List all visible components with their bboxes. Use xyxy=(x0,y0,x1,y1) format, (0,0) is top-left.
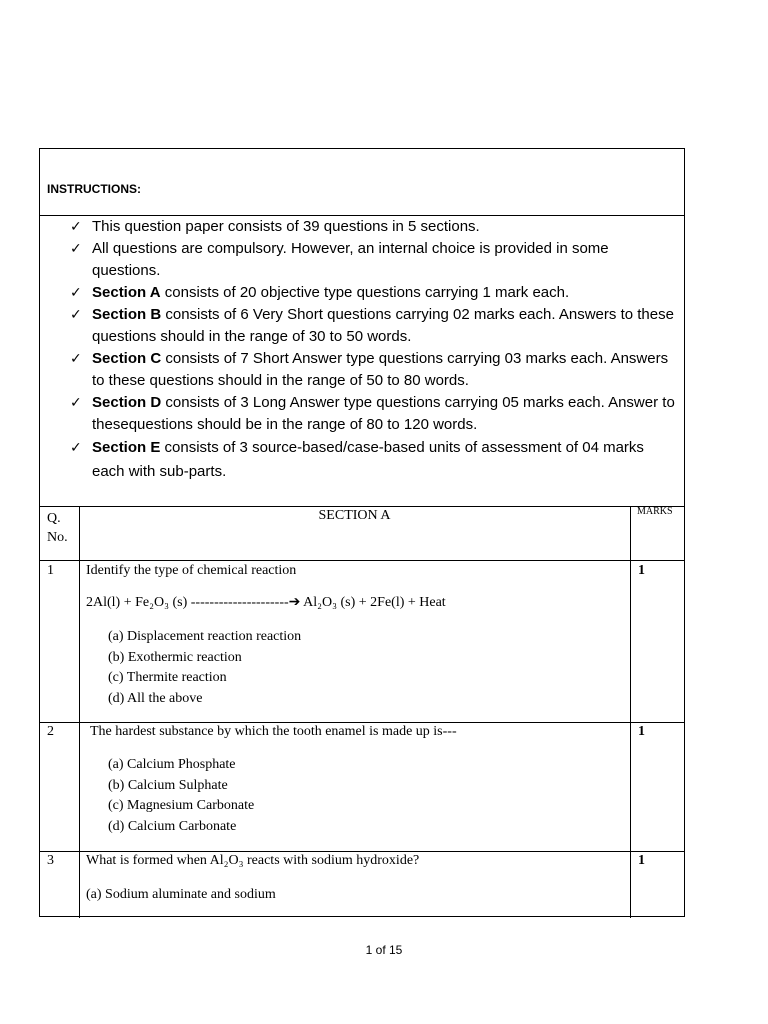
instructions-list xyxy=(68,216,678,484)
instruction-item: ✓ Section C consists of 7 Short Answer type questions carrying 03 marks each. Answers to these questions should in the range of 50 to 80 words. xyxy=(70,350,669,389)
instruction-item: ✓ This question paper consists of 39 questions in 5 sections. xyxy=(68,216,678,238)
marks-header: MARKS xyxy=(637,506,673,517)
option: (b) Calcium Sulphate xyxy=(108,777,228,793)
page-number: 1 of 15 xyxy=(365,943,403,957)
qno-header: Q. No. xyxy=(47,511,68,545)
section-header: SECTION A xyxy=(318,508,391,523)
options-list xyxy=(108,755,254,837)
check-icon: ✓ xyxy=(70,440,82,456)
question-marks: 1 xyxy=(638,853,645,868)
check-icon: ✓ xyxy=(70,285,82,301)
option: (a) Displacement reaction reaction xyxy=(108,629,302,644)
question-paper-table xyxy=(39,148,685,917)
option: (d) All the above xyxy=(108,690,203,706)
check-icon: ✓ xyxy=(70,395,82,411)
divider xyxy=(79,506,80,918)
question-number: 3 xyxy=(47,853,54,868)
divider xyxy=(630,506,631,918)
option: (c) Thermite reaction xyxy=(108,670,227,685)
option: (d) Calcium Carbonate xyxy=(108,818,237,834)
options-list xyxy=(108,627,301,709)
question-number: 2 xyxy=(47,724,54,739)
question-text: The hardest substance by which the tooth enamel is made up is--- xyxy=(90,724,457,739)
check-icon: ✓ xyxy=(70,241,82,257)
instructions-title: INSTRUCTIONS: xyxy=(47,182,141,196)
divider xyxy=(40,506,684,507)
option: (c) Magnesium Carbonate xyxy=(108,798,255,813)
instruction-item: ✓ Section B consists of 6 Very Short questions carrying 02 marks each. Answers to these questions should in the range of 30 to 50 words. xyxy=(70,306,674,345)
question-marks: 1 xyxy=(638,563,645,578)
check-icon: ✓ xyxy=(70,219,82,235)
instruction-item: ✓ Section A consists of 20 objective type questions carrying 1 mark each. xyxy=(68,282,678,304)
option: (a) Calcium Phosphate xyxy=(108,757,236,772)
chemical-equation: 2Al(l) + Fe₂O₃ (s) ---------------------➔ Al₂O₃ (s) + 2Fe(l) + Heat xyxy=(86,595,446,610)
instruction-item: ✓ Section E consists of 3 source-based/case-based units of assessment of 04 marks each with sub-parts. xyxy=(68,436,678,484)
check-icon: ✓ xyxy=(70,307,82,323)
instruction-item: ✓ Section D consists of 3 Long Answer type questions carrying 05 marks each. Answer to thesequestions should be in the range of 80 to 120 words. xyxy=(70,394,675,433)
question-text: Identify the type of chemical reaction xyxy=(86,563,297,578)
instruction-item: ✓ All questions are compulsory. However, an internal choice is provided in some questions. xyxy=(70,240,609,279)
option: (b) Exothermic reaction xyxy=(108,649,242,665)
check-icon: ✓ xyxy=(70,351,82,367)
question-text: What is formed when Al₂O₃ reacts with sodium hydroxide? xyxy=(86,853,420,868)
question-number: 1 xyxy=(47,563,54,578)
option: (a) Sodium aluminate and sodium xyxy=(86,887,276,902)
question-marks: 1 xyxy=(638,724,645,739)
